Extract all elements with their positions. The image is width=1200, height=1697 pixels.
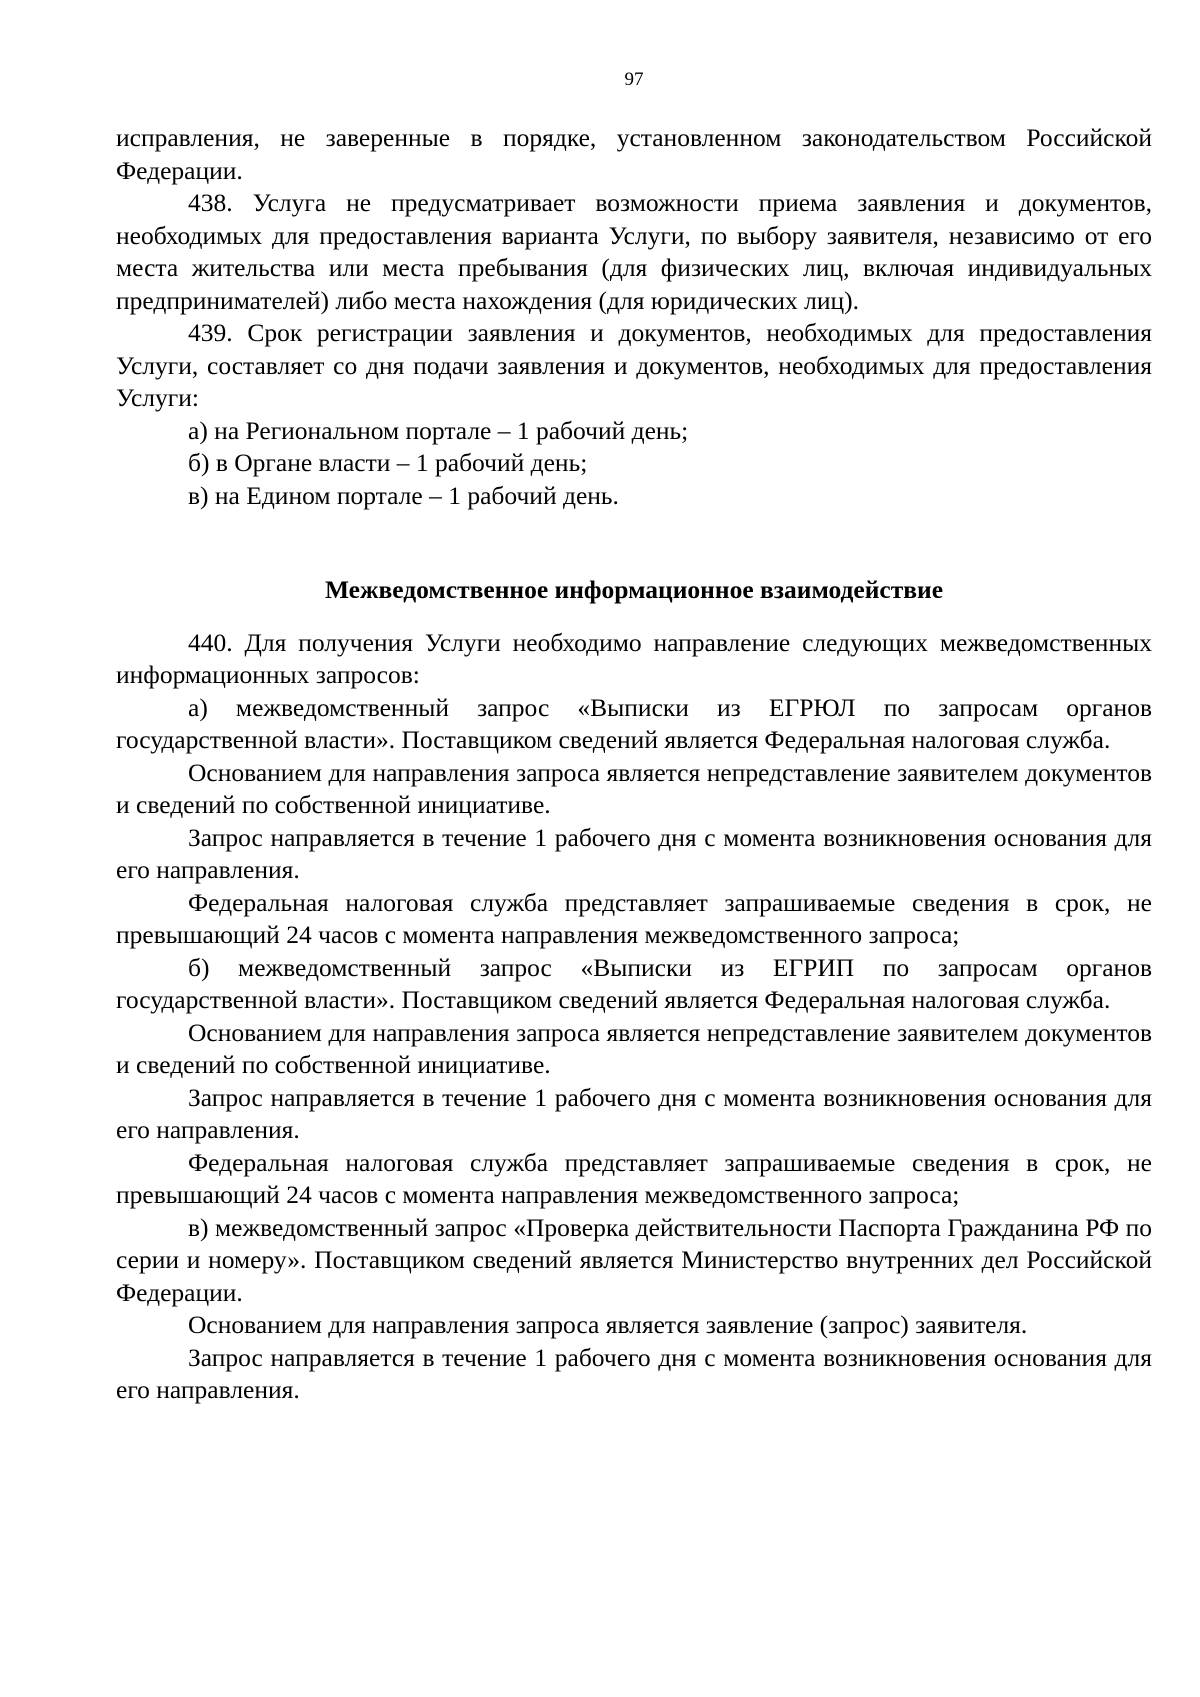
request-b-egrip: б) межведомственный запрос «Выписки из ЕГРИП по запросам органов государственной власти». Поставщиком сведений является Федеральная налоговая служба. xyxy=(116,952,1152,1014)
request-a-egrul: а) межведомственный запрос «Выписки из ЕГРЮЛ по запросам органов государственной власти». Поставщиком сведений является Федеральная налоговая служба. xyxy=(116,692,1152,754)
paragraph-continuation: исправления, не заверенные в порядке, установленном законодательством Российской Федерации. xyxy=(116,123,1152,185)
list-item-a-regional-portal: а) на Региональном портале – 1 рабочий день; xyxy=(188,415,689,445)
request-c-passport: в) межведомственный запрос «Проверка действительности Паспорта Гражданина РФ по серии и номеру». Поставщиком сведений является Министерство внутренних дел Российской Федерации. xyxy=(116,1212,1152,1307)
paragraph-438: 438. Услуга не предусматривает возможности приема заявления и документов, необходимых для предоставления варианта Услуги, по выбору заявителя, независимо от его места жительства или места пребывания (для физических лиц, включая индивидуальных предпринимателей) либо места нахождения (для юридических лиц). xyxy=(116,188,1152,315)
section-heading: Межведомственное информационное взаимодействие xyxy=(324,575,944,604)
request-b-response-term: Федеральная налоговая служба представляет запрашиваемые сведения в срок, не превышающий 24 часов с момента направления межведомственного запроса; xyxy=(116,1147,1152,1209)
request-c-timing: Запрос направляется в течение 1 рабочего дня с момента возникновения основания для его направления. xyxy=(116,1342,1152,1404)
list-item-c-unified-portal: в) на Едином портале – 1 рабочий день. xyxy=(188,480,619,510)
paragraph-440: 440. Для получения Услуги необходимо направление следующих межведомственных информационных запросов: xyxy=(116,627,1152,689)
request-a-response-term: Федеральная налоговая служба представляет запрашиваемые сведения в срок, не превышающий 24 часов с момента направления межведомственного запроса; xyxy=(116,887,1152,949)
request-b-timing: Запрос направляется в течение 1 рабочего дня с момента возникновения основания для его направления. xyxy=(116,1082,1152,1144)
request-a-timing: Запрос направляется в течение 1 рабочего дня с момента возникновения основания для его направления. xyxy=(116,822,1152,884)
request-c-basis: Основанием для направления запроса является заявление (запрос) заявителя. xyxy=(188,1310,1028,1339)
page-number: 97 xyxy=(624,69,644,90)
request-a-basis: Основанием для направления запроса является непредставление заявителем документов и сведений по собственной инициативе. xyxy=(116,757,1152,819)
paragraph-439: 439. Срок регистрации заявления и документов, необходимых для предоставления Услуги, составляет со дня подачи заявления и документов, необходимых для предоставления Услуги: xyxy=(116,318,1152,412)
document-body xyxy=(116,122,1152,1407)
request-b-basis: Основанием для направления запроса является непредставление заявителем документов и сведений по собственной инициативе. xyxy=(116,1017,1152,1079)
list-item-b-authority: б) в Органе власти – 1 рабочий день; xyxy=(188,448,588,477)
